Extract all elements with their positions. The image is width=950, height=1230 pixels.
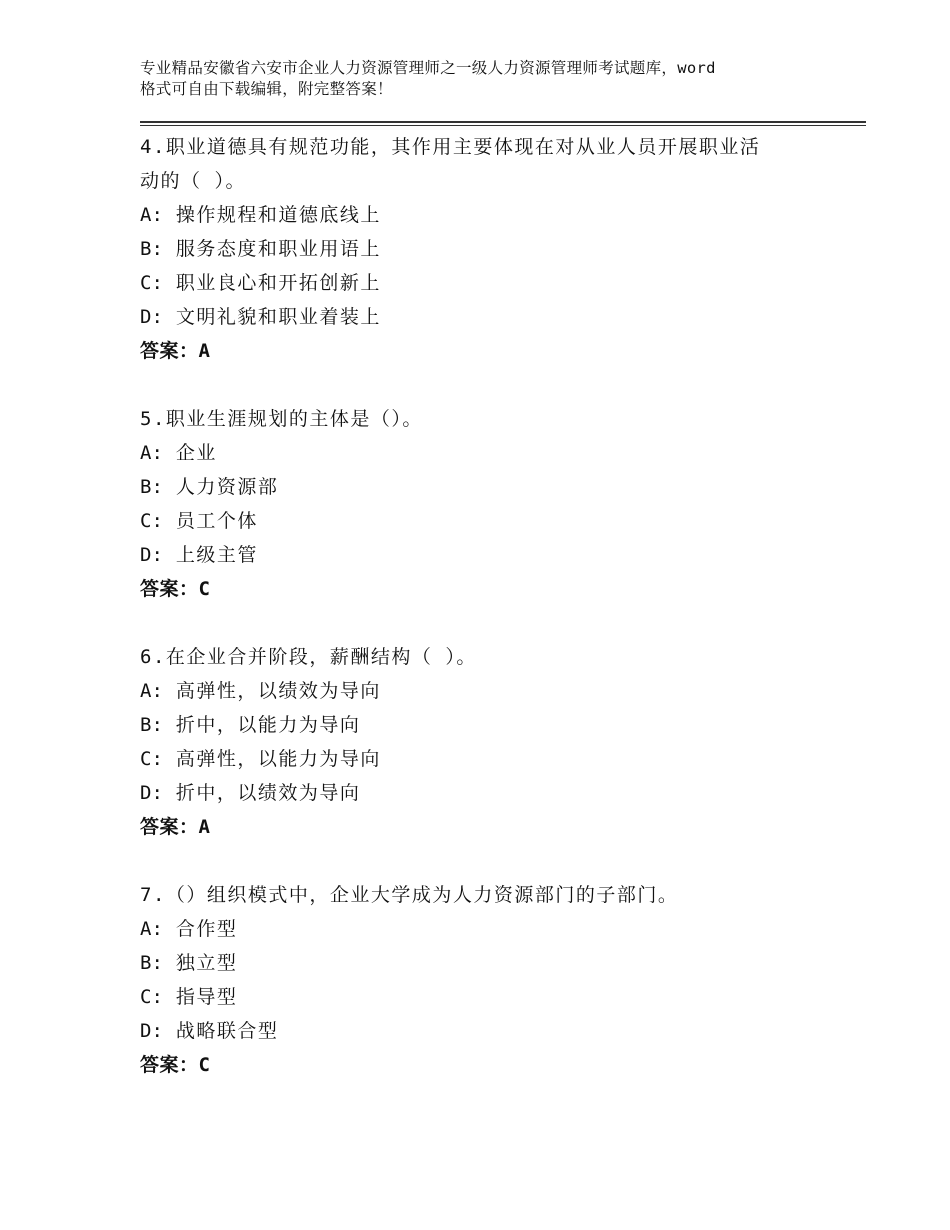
answer-line	[140, 810, 830, 844]
option-text: 服务态度和职业用语上	[175, 238, 381, 260]
option-a	[140, 674, 830, 708]
question-stem-line-1: 7.（）组织模式中，企业大学成为人力资源部门的子部门。	[140, 884, 679, 906]
answer-line	[140, 1048, 830, 1082]
header-line-2: 格式可自由下载编辑，附完整答案！	[140, 80, 393, 98]
option-letter: B:	[140, 714, 163, 736]
option-b	[140, 708, 830, 742]
option-a	[140, 436, 830, 470]
option-letter: D:	[140, 782, 163, 804]
question-stem	[140, 402, 830, 436]
header-line-1: 专业精品安徽省六安市企业人力资源管理师之一级人力资源管理师考试题库，word	[140, 59, 716, 77]
option-b	[140, 946, 830, 980]
option-letter: A:	[140, 204, 163, 226]
question-stem	[140, 878, 830, 912]
option-text: 合作型	[175, 918, 238, 940]
option-c	[140, 980, 830, 1014]
question-4	[140, 130, 830, 368]
option-letter: B:	[140, 952, 163, 974]
question-stem	[140, 130, 830, 198]
header-divider-thin	[140, 125, 866, 126]
answer-label: 答案：	[140, 1054, 199, 1076]
option-letter: A:	[140, 918, 163, 940]
option-text: 高弹性，以能力为导向	[175, 748, 381, 770]
answer-value: A	[198, 816, 211, 838]
option-d	[140, 538, 830, 572]
option-text: 文明礼貌和职业着装上	[175, 306, 381, 328]
option-text: 战略联合型	[175, 1020, 279, 1042]
question-stem-line-1: 4.职业道德具有规范功能，其作用主要体现在对从业人员开展职业活	[140, 136, 761, 158]
option-a	[140, 912, 830, 946]
option-letter: D:	[140, 1020, 163, 1042]
option-letter: A:	[140, 442, 163, 464]
question-stem-line-1: 6.在企业合并阶段，薪酬结构（ ）。	[140, 646, 477, 668]
option-c	[140, 504, 830, 538]
option-letter: C:	[140, 748, 163, 770]
option-text: 上级主管	[175, 544, 258, 566]
option-a	[140, 198, 830, 232]
question-5	[140, 402, 830, 606]
option-text: 指导型	[175, 986, 238, 1008]
option-b	[140, 232, 830, 266]
question-stem-line-1: 5.职业生涯规划的主体是（）。	[140, 408, 423, 430]
option-text: 高弹性，以绩效为导向	[175, 680, 381, 702]
option-d	[140, 300, 830, 334]
answer-value: C	[198, 578, 211, 600]
option-b	[140, 470, 830, 504]
option-letter: B:	[140, 476, 163, 498]
option-text: 操作规程和道德底线上	[175, 204, 381, 226]
answer-line	[140, 334, 830, 368]
option-c	[140, 266, 830, 300]
option-letter: D:	[140, 306, 163, 328]
question-list	[140, 130, 830, 1116]
option-text: 企业	[175, 442, 217, 464]
option-d	[140, 776, 830, 810]
answer-line	[140, 572, 830, 606]
option-letter: C:	[140, 986, 163, 1008]
answer-value: A	[198, 340, 211, 362]
document-header	[140, 58, 840, 100]
option-c	[140, 742, 830, 776]
option-text: 独立型	[175, 952, 238, 974]
question-stem-line-2: 动的（ ）。	[140, 170, 246, 192]
option-letter: C:	[140, 510, 163, 532]
question-6	[140, 640, 830, 844]
option-letter: D:	[140, 544, 163, 566]
answer-label: 答案：	[140, 340, 199, 362]
question-7	[140, 878, 830, 1082]
option-letter: C:	[140, 272, 163, 294]
option-d	[140, 1014, 830, 1048]
option-letter: B:	[140, 238, 163, 260]
option-text: 折中，以绩效为导向	[175, 782, 361, 804]
option-text: 折中，以能力为导向	[175, 714, 361, 736]
answer-label: 答案：	[140, 816, 199, 838]
answer-value: C	[198, 1054, 211, 1076]
option-text: 人力资源部	[175, 476, 279, 498]
header-divider-thick	[140, 121, 866, 123]
answer-label: 答案：	[140, 578, 199, 600]
question-stem	[140, 640, 830, 674]
option-text: 职业良心和开拓创新上	[175, 272, 381, 294]
option-letter: A:	[140, 680, 163, 702]
option-text: 员工个体	[175, 510, 258, 532]
